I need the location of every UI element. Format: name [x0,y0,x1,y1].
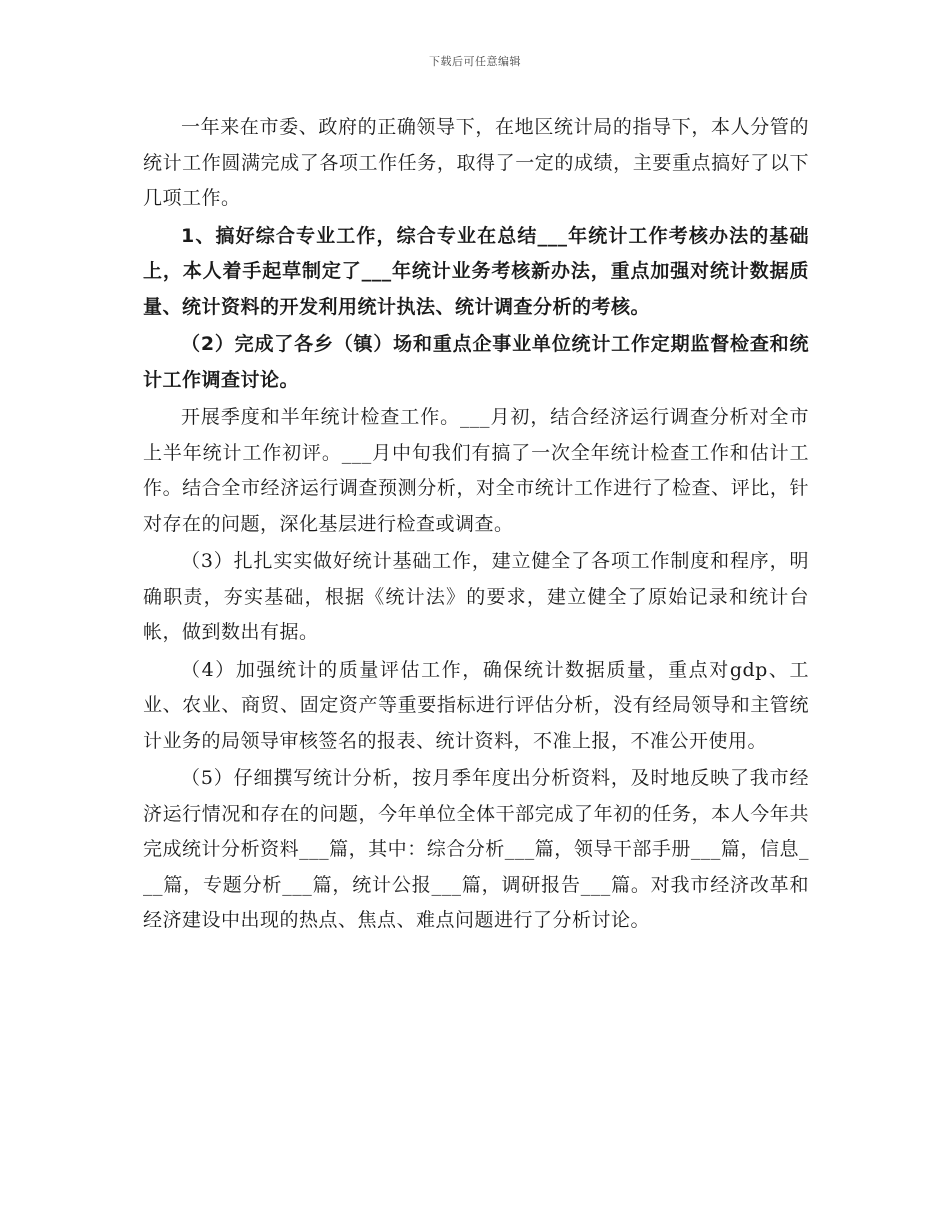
paragraph-item-1: 1、搞好综合专业工作，综合专业在总结___年统计工作考核办法的基础上，本人着手起草制定了___年统计业务考核新办法，重点加强对统计数据质量、统计资料的开发利用统计执法、统计调查分析的考核。 [143,224,809,318]
paragraph-item-2-detail: 开展季度和半年统计检查工作。___月初，结合经济运行调查分析对全市上半年统计工作初评。___月中旬我们有搞了一次全年统计检查工作和估计工作。结合全市经济运行调查预测分析，对全市统计工作进行了检查、评比，针对存在的问题，深化基层进行检查或调查。 [143,406,809,535]
paragraph-item-2: （2）完成了各乡（镇）场和重点企事业单位统计工作定期监督检查和统计工作调查讨论。 [143,333,809,391]
paragraph-item-4: （4）加强统计的质量评估工作，确保统计数据质量，重点对gdp、工业、农业、商贸、固定资产等重要指标进行评估分析，没有经局领导和主管统计业务的局领导审核签名的报表、统计资料，不准上报，不准公开使用。 [143,658,809,752]
paragraph-intro: 一年来在市委、政府的正确领导下，在地区统计局的指导下，本人分管的统计工作圆满完成了各项工作任务，取得了一定的成绩，主要重点搞好了以下几项工作。 [143,116,809,209]
document-body [143,110,809,941]
header-note: 下载后可任意编辑 [429,55,521,68]
paragraph-item-5: （5）仔细撰写统计分析，按月季年度出分析资料，及时地反映了我市经济运行情况和存在的问题，今年单位全体干部完成了年初的任务，本人今年共完成统计分析资料___篇，其中：综合分析___篇，领导干部手册___篇，信息___篇，专题分析___篇，统计公报___篇，调研报告___篇。对我市经济改革和经济建设中出现的热点、焦点、难点问题进行了分析讨论。 [143,767,809,931]
paragraph-item-3: （3）扎扎实实做好统计基础工作，建立健全了各项工作制度和程序，明确职责，夯实基础，根据《统计法》的要求，建立健全了原始记录和统计台帐，做到数出有据。 [143,550,809,643]
